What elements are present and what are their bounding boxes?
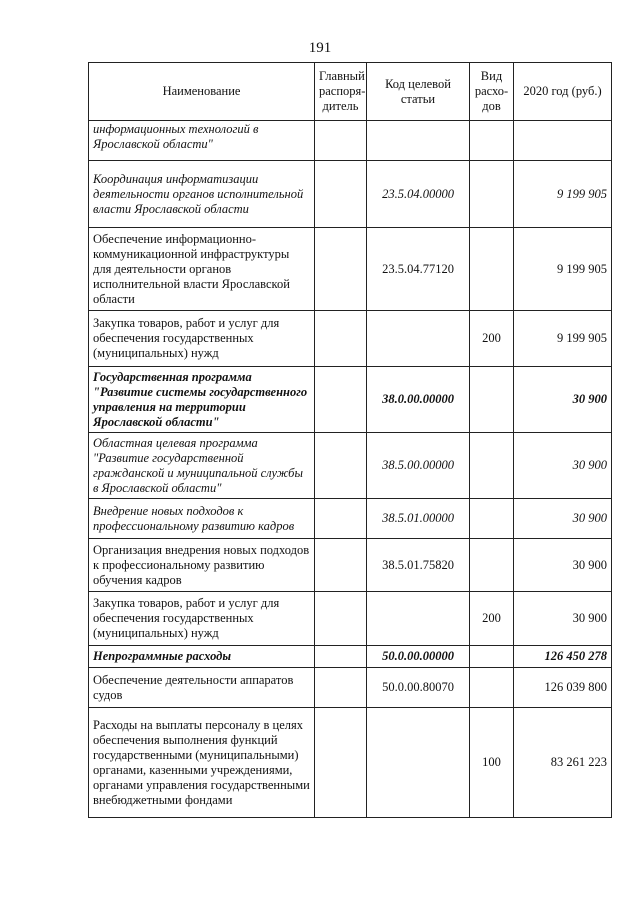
table-header-row — [89, 63, 612, 121]
row-manager — [315, 367, 367, 433]
row-code — [367, 311, 470, 367]
row-manager — [315, 121, 367, 161]
row-vid — [470, 121, 514, 161]
row-vid — [470, 539, 514, 592]
header-name: Наименование — [89, 63, 315, 121]
table-row — [89, 539, 612, 592]
row-amount: 30 900 — [514, 539, 612, 592]
row-amount: 30 900 — [514, 499, 612, 539]
row-code: 38.5.00.00000 — [367, 433, 470, 499]
row-vid — [470, 668, 514, 708]
row-vid: 200 — [470, 592, 514, 646]
row-vid — [470, 433, 514, 499]
row-name: Закупка товаров, работ и услуг для обеспечения государственных (муниципальных) нужд — [89, 592, 315, 646]
row-amount: 126 039 800 — [514, 668, 612, 708]
row-code: 50.0.00.80070 — [367, 668, 470, 708]
table-row — [89, 499, 612, 539]
table-row — [89, 311, 612, 367]
row-code: 23.5.04.00000 — [367, 161, 470, 228]
row-name: Обеспечение деятельности аппаратов судов — [89, 668, 315, 708]
header-code: Код целевой статьи — [367, 63, 470, 121]
row-vid — [470, 161, 514, 228]
row-manager — [315, 708, 367, 818]
row-amount — [514, 121, 612, 161]
table-row — [89, 592, 612, 646]
row-name: Государственная программа "Развитие системы государственного управления на территории Ярославской области" — [89, 367, 315, 433]
row-amount: 9 199 905 — [514, 311, 612, 367]
table-row — [89, 668, 612, 708]
row-code: 38.5.01.00000 — [367, 499, 470, 539]
table-row — [89, 161, 612, 228]
row-code: 23.5.04.77120 — [367, 228, 470, 311]
row-vid: 200 — [470, 311, 514, 367]
row-code: 38.0.00.00000 — [367, 367, 470, 433]
budget-table — [88, 62, 612, 818]
row-manager — [315, 646, 367, 668]
row-manager — [315, 539, 367, 592]
row-code — [367, 121, 470, 161]
row-vid — [470, 367, 514, 433]
row-manager — [315, 499, 367, 539]
row-code: 50.0.00.00000 — [367, 646, 470, 668]
row-vid — [470, 228, 514, 311]
row-manager — [315, 668, 367, 708]
row-manager — [315, 433, 367, 499]
row-manager — [315, 161, 367, 228]
row-name: Закупка товаров, работ и услуг для обеспечения государственных (муниципальных) нужд — [89, 311, 315, 367]
header-vid: Вид расхо-дов — [470, 63, 514, 121]
row-manager — [315, 311, 367, 367]
row-vid: 100 — [470, 708, 514, 818]
row-name: Расходы на выплаты персоналу в целях обеспечения выполнения функций государственными (муниципальными) органами, казенными учреждениями, органами управления государственными внебюджетными фондами — [89, 708, 315, 818]
table-row — [89, 228, 612, 311]
table-row — [89, 121, 612, 161]
header-manager: Главный распоря-дитель — [315, 63, 367, 121]
row-code — [367, 708, 470, 818]
row-amount: 83 261 223 — [514, 708, 612, 818]
row-vid — [470, 499, 514, 539]
row-manager — [315, 228, 367, 311]
row-name: Непрограммные расходы — [89, 646, 315, 668]
header-amount: 2020 год (руб.) — [514, 63, 612, 121]
row-name: Областная целевая программа "Развитие государственной гражданской и муниципальной службы в Ярославской области" — [89, 433, 315, 499]
row-name: Координация информатизации деятельности органов исполнительной власти Ярославской области — [89, 161, 315, 228]
row-amount: 30 900 — [514, 592, 612, 646]
row-manager — [315, 592, 367, 646]
row-name: информационных технологий в Ярославской области" — [89, 121, 315, 161]
row-name: Организация внедрения новых подходов к профессиональному развитию обучения кадров — [89, 539, 315, 592]
row-name: Внедрение новых подходов к профессиональному развитию кадров — [89, 499, 315, 539]
row-amount: 30 900 — [514, 433, 612, 499]
row-amount: 126 450 278 — [514, 646, 612, 668]
table-row — [89, 646, 612, 668]
table-row — [89, 708, 612, 818]
row-vid — [470, 646, 514, 668]
row-code: 38.5.01.75820 — [367, 539, 470, 592]
row-amount: 9 199 905 — [514, 161, 612, 228]
table-row — [89, 367, 612, 433]
row-code — [367, 592, 470, 646]
row-name: Обеспечение информационно-коммуникационной инфраструктуры для деятельности органов исполнительной власти Ярославской области — [89, 228, 315, 311]
table-row — [89, 433, 612, 499]
page-number: 191 — [308, 40, 332, 56]
row-amount: 30 900 — [514, 367, 612, 433]
row-amount: 9 199 905 — [514, 228, 612, 311]
